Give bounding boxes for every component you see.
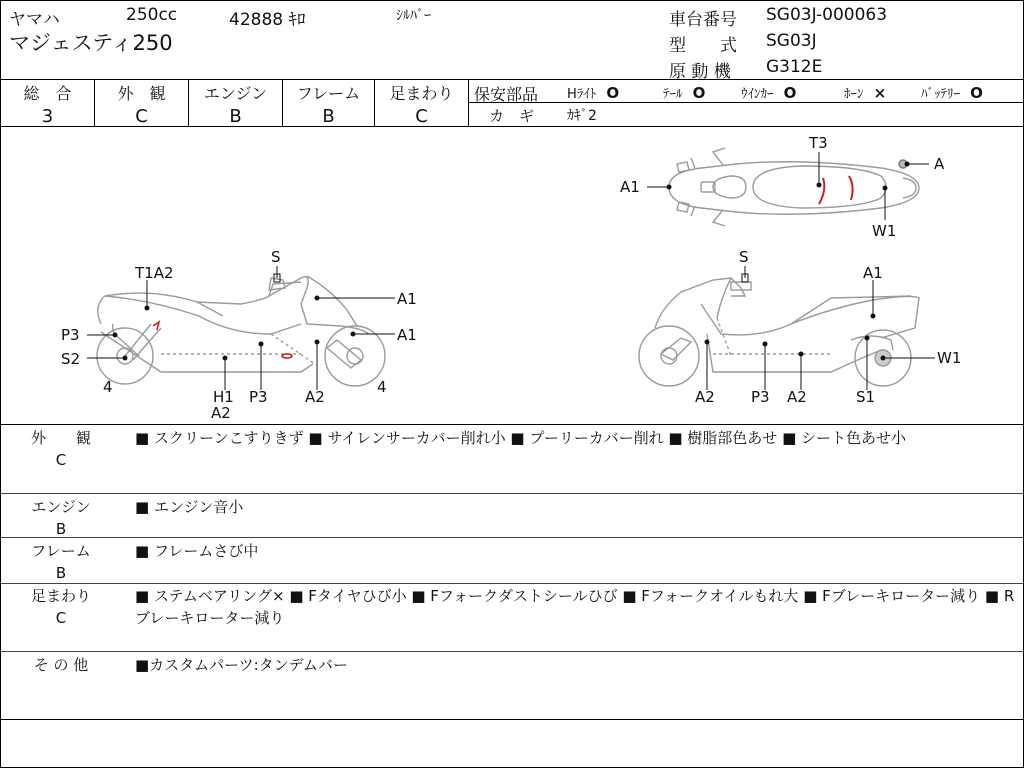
color: ｼﾙﾊﾞｰ — [396, 8, 431, 24]
top-view-label: W1 — [872, 222, 897, 240]
safety-item-label: ﾎｰﾝ — [844, 87, 864, 102]
divider — [1, 583, 1023, 584]
section-other-header — [1, 654, 121, 676]
grade-frame — [283, 81, 374, 127]
left-view-label: 4 — [103, 378, 113, 396]
left-view-label: H1 — [213, 388, 234, 406]
divider — [1, 424, 1023, 425]
left-view-label: S — [271, 248, 281, 266]
grade-engine — [189, 81, 282, 127]
safety-item-winker — [741, 83, 796, 102]
left-side-damage-marks — [153, 322, 292, 358]
left-view-label: P3 — [249, 388, 268, 406]
section-grade: B — [55, 564, 67, 582]
engine-label: 原 動 機 — [669, 62, 731, 82]
top-view-label: T3 — [809, 134, 828, 152]
cross-mark-icon: × — [873, 84, 887, 102]
safety-item-tail — [663, 83, 705, 102]
frame-no-label: 車台番号 — [669, 10, 737, 30]
seat-scratch-marks — [819, 176, 853, 204]
section-frame-notes: ■ フレームさび中 — [135, 542, 259, 560]
right-view-label: W1 — [937, 349, 962, 367]
section-other-notes: ■カスタムパーツ:タンデムバー — [135, 656, 348, 674]
section-suspension-header — [1, 585, 121, 629]
right-view-label: A2 — [787, 388, 807, 406]
mileage: 42888 ｷﾛ — [229, 10, 306, 30]
circle-mark-icon: O — [783, 84, 797, 102]
section-name: そ の 他 — [33, 656, 89, 674]
grade-value: 3 — [41, 106, 54, 127]
section-grade: C — [55, 451, 67, 469]
safety-item-horn — [844, 83, 886, 102]
left-view-label: A2 — [305, 388, 325, 406]
scooter-top-view — [669, 148, 919, 226]
grade-label: エンジン — [203, 84, 268, 103]
grade-label: 総 合 — [23, 84, 72, 103]
grade-suspension — [375, 81, 468, 127]
grade-exterior — [95, 81, 188, 127]
divider — [1, 79, 1023, 80]
type-label: 型 式 — [669, 36, 737, 56]
model-type: SG03J — [766, 31, 817, 51]
key-value: ｶｷﾞ2 — [567, 108, 597, 124]
left-view-label: P3 — [61, 326, 80, 344]
scooter-right-side — [639, 278, 919, 386]
right-view-label: A1 — [863, 264, 883, 282]
right-view-label: P3 — [751, 388, 770, 406]
safety-item-headlight — [567, 83, 619, 102]
safety-item-label: ｳｲﾝｶｰ — [741, 87, 774, 102]
engine-code: G312E — [766, 57, 823, 77]
right-view-label: S1 — [856, 388, 876, 406]
damage-diagram — [1, 128, 1023, 425]
safety-title: 保安部品 — [474, 85, 539, 104]
section-suspension-notes: ■ ステムベアリング× ■ Fタイヤひび小 ■ Fフォークダストシールひび ■ Fフォークオイルもれ大 ■ Fブレーキローター減り ■ Rブレーキローター減り — [135, 587, 1015, 627]
section-exterior-header — [1, 427, 121, 471]
displacement: 250cc — [126, 5, 178, 25]
safety-item-label: ﾃｰﾙ — [663, 87, 683, 102]
grade-value: C — [135, 106, 148, 127]
safety-item-label: Hﾗｲﾄ — [567, 87, 597, 102]
model-name: マジェスティ250 — [9, 31, 173, 55]
maker: ヤマハ — [9, 10, 60, 30]
grade-overall — [1, 81, 94, 127]
scooter-left-side — [97, 276, 385, 386]
right-view-label: A2 — [695, 388, 715, 406]
section-engine-header — [1, 496, 121, 540]
left-view-label: A1 — [397, 326, 417, 344]
divider — [1, 537, 1023, 538]
grade-label: 足まわり — [389, 84, 454, 103]
key-label: カ ギ — [489, 107, 535, 125]
divider — [1, 651, 1023, 652]
grade-value: B — [229, 106, 242, 127]
divider — [468, 102, 1023, 103]
section-name: 外 観 — [30, 429, 91, 447]
frame-no: SG03J-000063 — [766, 5, 888, 25]
grade-label: フレーム — [296, 84, 361, 103]
section-exterior-notes: ■ スクリーンこすりきず ■ サイレンサーカバー削れ小 ■ プーリーカバー削れ ■ 樹脂部色あせ ■ シート色あせ小 — [135, 429, 907, 447]
section-grade: C — [55, 609, 67, 627]
grade-value: B — [322, 106, 335, 127]
top-view-label: A — [934, 155, 945, 173]
divider — [1, 719, 1023, 720]
grade-value: C — [415, 106, 428, 127]
left-view-label: A1 — [397, 290, 417, 308]
left-view-label: S2 — [61, 350, 81, 368]
left-view-label: 4 — [377, 378, 387, 396]
circle-mark-icon: O — [692, 84, 706, 102]
section-grade: B — [55, 520, 67, 538]
left-view-label: T1A2 — [135, 264, 174, 282]
grade-label: 外 観 — [117, 84, 166, 103]
divider — [1, 493, 1023, 494]
section-name: 足まわり — [30, 587, 91, 605]
section-name: エンジン — [31, 498, 91, 516]
right-view-label: S — [739, 248, 749, 266]
circle-mark-icon: O — [970, 84, 983, 102]
circle-mark-icon: O — [606, 84, 620, 102]
section-frame-header — [1, 540, 121, 584]
safety-item-battery — [921, 83, 983, 102]
left-view-label: A2 — [211, 404, 231, 422]
section-engine-notes: ■ エンジン音小 — [135, 498, 244, 516]
top-view-label: A1 — [620, 178, 640, 196]
safety-item-label: ﾊﾞｯﾃﾘｰ — [921, 87, 960, 102]
section-name: フレーム — [31, 542, 91, 560]
